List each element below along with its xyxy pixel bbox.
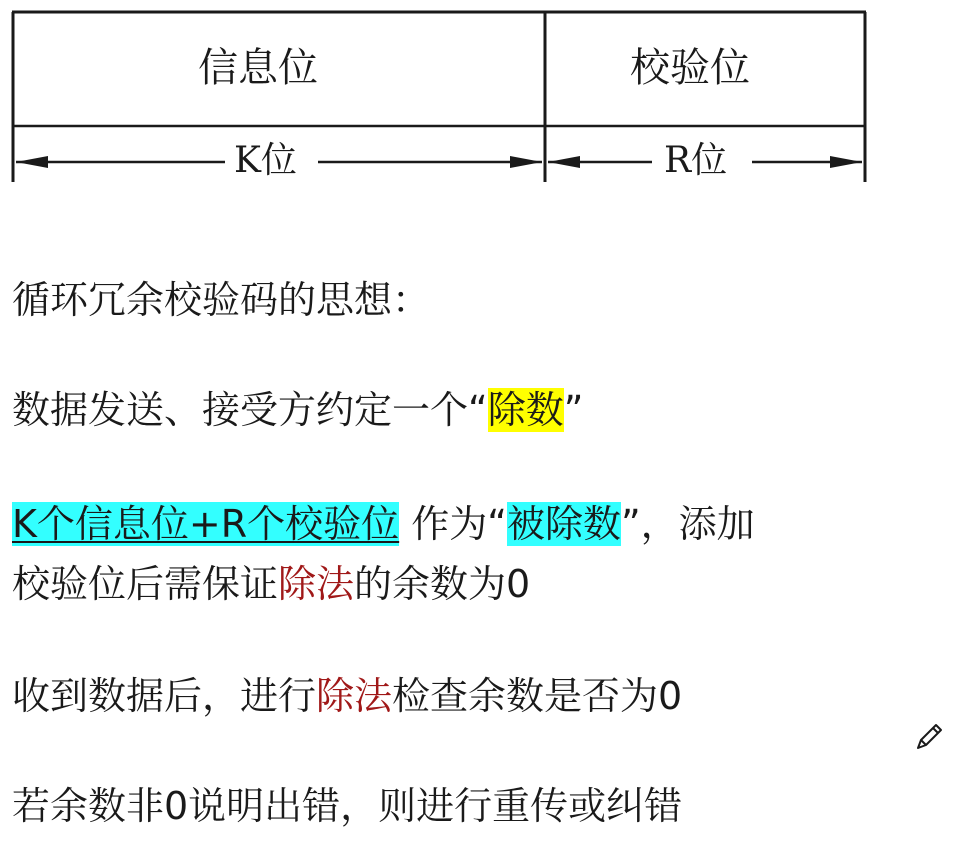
- r-arrowhead-left: [548, 156, 580, 168]
- frame-diagram-lines: [0, 0, 958, 200]
- divisor-line: [12, 388, 583, 434]
- receive-line-suffix: 检查余数是否为0: [392, 674, 683, 718]
- r-arrowhead-right: [830, 156, 862, 168]
- pencil-icon[interactable]: [912, 720, 946, 754]
- receive-line-prefix: 收到数据后，进行: [12, 674, 317, 718]
- info-bits-label: 信息位: [198, 45, 318, 91]
- dividend-line: [12, 502, 755, 548]
- remainder-line-prefix: 校验位后需保证: [12, 562, 279, 606]
- info-plus-check-highlight: K个信息位+R个校验位: [12, 502, 400, 546]
- divisor-line-suffix: ”: [563, 388, 584, 432]
- divisor-highlight: 除数: [487, 388, 564, 432]
- division-term-2: 除法: [316, 674, 393, 718]
- crc-heading: 循环冗余校验码的思想：: [12, 278, 431, 322]
- dividend-highlight: 被除数: [506, 502, 621, 546]
- k-arrowhead-left: [16, 156, 48, 168]
- info-length-label: K位: [228, 143, 303, 179]
- k-arrowhead-right: [510, 156, 542, 168]
- frame-format-diagram: [0, 0, 958, 200]
- dividend-line-suffix: ”，添加: [620, 502, 755, 546]
- remainder-line: [12, 562, 530, 608]
- check-bits-label: 校验位: [630, 45, 750, 91]
- check-length-label: R位: [658, 143, 733, 179]
- remainder-line-suffix: 的余数为0: [354, 562, 531, 606]
- division-term: 除法: [278, 562, 355, 606]
- error-handling-line: 若余数非0说明出错，则进行重传或纠错: [12, 784, 683, 828]
- dividend-line-middle: 作为“: [399, 502, 507, 546]
- divisor-line-prefix: 数据发送、接受方约定一个“: [12, 388, 488, 432]
- receive-check-line: [12, 674, 682, 720]
